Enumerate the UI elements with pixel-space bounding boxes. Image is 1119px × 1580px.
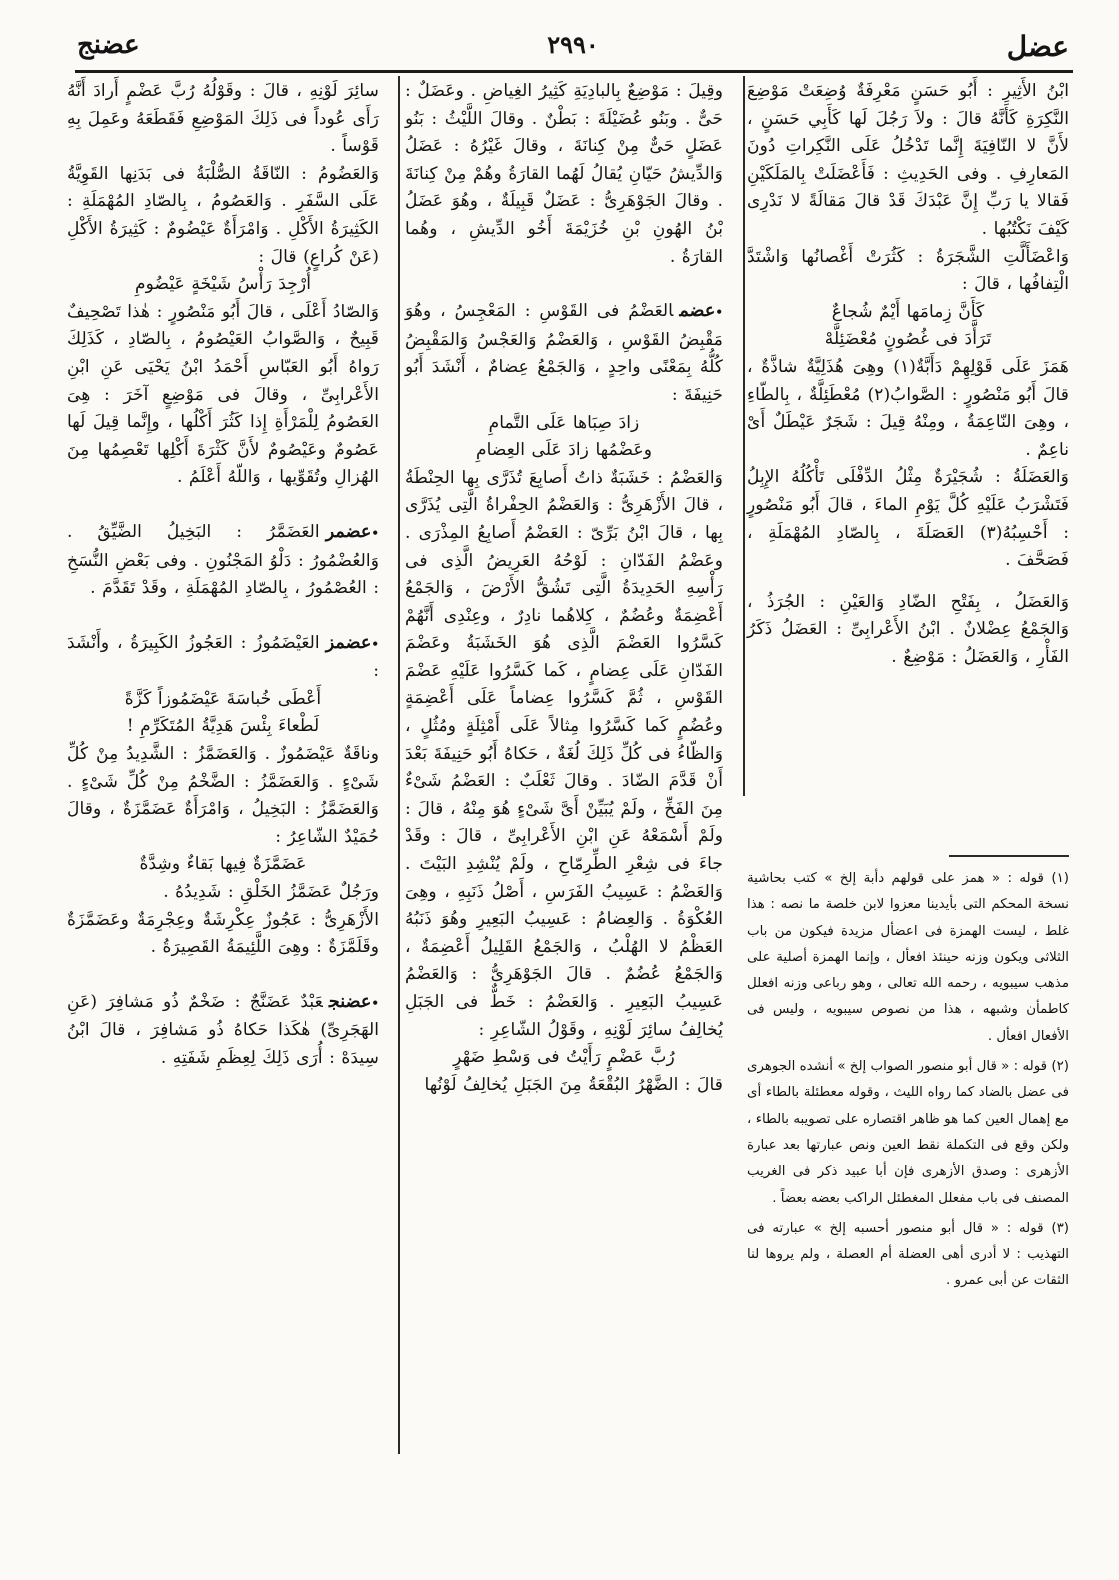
entry-heading-admz: • عضمز: [326, 632, 379, 653]
paragraph: وَالعَضْمُ : خَشَبَةٌ ذاتُ أَصابِعَ تُذَرَّى بِها الحِنْطَةُ ، قالَ الأَزْهَرِىُّ : وَالعَضْمُ الحِفْراةُ الَّتِى يُذَرَّى بِها ، قالَ ابْنُ بَرِّىّ : العَضْمُ أَصابِعُ المِذْرَى . وعَضْمُ الفَدّانِ : لَوْحُهُ العَرِيضُ الَّذِى فى رَأْسِهِ الحَدِيدَةُ الَّتِى تَشُقُّ الأَرْضَ ، وَالجَمْعُ أَعْضِمَةٌ وعُضُمٌ ، كِلاهُما نادِرٌ ، وعِنْدِى أَنَّهُمْ كَسَّرُوا العَضْمَ الَّذِى هُوَ الخَشَبَةُ وعَضْمَ الفَدّانِ عَلَى عِضامٍ ، كَما كَسَّرُوا عَلَيْهِ عَضْمَ القَوْسِ ، ثُمَّ كَسَّرُوا عِضاماً عَلَى أَعْضِمَةٍ وعُضُمٍ كَما كَسَّرُوا مِثالاً عَلَى أَمْثِلَةٍ ومُثُلٍ ، وَالظّاءُ فى كُلِّ ذَلِكَ لُغَةٌ ، حَكاهُ أَبُو حَنِيفَةَ بَعْدَ أَنْ قَدَّمَ الضّادَ . وقالَ ثَعْلَبٌ : العَضْمُ شَىْءٌ مِنَ الفَخِّ ، ولَمْ يُبَيِّنْ أَىَّ شَىْءٍ هُوَ مِنْهُ ، قالَ : ولَمْ أَسْمَعْهُ عَنِ ابْنِ الأَعْرابِىِّ ، قالَ : وقَدْ جاءَ فى شِعْرِ الطِّرِمّاحِ ، ولَمْ يُنْشِدِ البَيْتَ . وَالعَضْمُ : عَسِيبُ الفَرَسِ ، أَصْلُ ذَنَبِهِ ، وهِىَ العُكْوَةُ . وَالعِضامُ : عَسِيبُ البَعِيرِ وهُوَ ذَنَبُهُ العَظْمُ لا الهُلْبُ ، وَالجَمْعُ القَلِيلُ أَعْضِمَةٌ ، وَالجَمْعُ عُضُمٌ . قالَ الجَوْهَرِىُّ : وَالعَضْمُ عَسِيبُ البَعِيرِ . وَالعَضْمُ : خَطٌّ فى الجَبَلِ يُخالِفُ سائِرَ لَوْنِهِ ، وقَوْلُ الشّاعِرِ :: [405, 467, 723, 1040]
header-right-keyword: عضل: [1006, 30, 1069, 63]
entry-text: العَضْمُ فى القَوْسِ : المَعْجِسُ ، وهُوَ مَقْبِضُ القَوْسِ ، وَالعَضْمُ وَالعَجْسُ وَالمَقْبِضُ كُلُّهُ بِمَعْنًى واحِدٍ ، وَالجَمْعُ عِضامٌ ، أَنْشَدَ أَبُو حَنِيفَةَ :: [405, 301, 723, 405]
entry-paragraph: [67, 629, 379, 686]
header-left-keyword: عضنج: [77, 30, 140, 60]
paragraph: وقِيلَ : مَوْضِعٌ بِالبادِيَةِ كَثِيرُ الغِياضِ . وعَضَلٌ : حَىٌّ . وبَنُو عُضَيْلَةَ : بَطْنٌ . وقالَ اللَّيْثُ : بَنُو عَضَلٍ حَىٌّ مِنْ كِنانَةَ ، وقالَ غَيْرُهُ : عَضَلُ وَالدِّيشُ حَيّانِ يُقالُ لَهُما القارَةُ وهُمْ مِنْ كِنانَةَ . وقالَ الجَوْهَرِىُّ : عَضَلٌ قَبِيلَةٌ ، وهُوَ عَضَلُ بْنُ الهُونِ بْنِ خُزَيْمَةَ أَخُو الدِّيشِ ، وهُما القارَةُ .: [405, 81, 723, 267]
paragraph: وَالصّادُ أَعْلَى ، قالَ أَبُو مَنْصُورٍ : هٰذا تَصْحِيفٌ قَبِيحٌ ، وَالصَّوابُ العَيْصُومُ ، بِالصّادِ ، كَذَلِكَ رَواهُ أَبُو العَبّاسِ أَحْمَدُ ابْنُ يَحْيَى عَنِ ابْنِ الأَعْرابِىِّ ، وقالَ فى مَوْضِعٍ آخَرَ : هِىَ العَصُومُ لِلْمَرْأَةِ إِذا كَثُرَ أَكْلُها ، وإِنَّما قِيلَ لَها عَصُومٌ وعَيْصُومٌ لأَنَّ كَثْرَةَ أَكْلِها تَعْصِمُها مِنَ الهُزالِ وتُقَوِّيها ، وَاللّهُ أَعْلَمُ .: [67, 301, 379, 488]
paragraph: ابْنُ الأَثِيرِ : أَبُو حَسَنٍ مَعْرِفَةٌ وُضِعَتْ مَوْضِعَ النَّكِرَةِ كَأَنَّهُ قالَ : ولاَ رَجُلَ لَها كَأَبِي حَسَنٍ ، لأَنَّ لا النّافِيَةَ إِنَّما تَدْخُلُ عَلَى النَّكِراتِ دُونَ المَعارِفِ . وفى الحَدِيثِ : فَأَعْضَلَتْ بِالمَلَكَيْنِ فَقالا يا رَبِّ إِنَّ عَبْدَكَ قَدْ قالَ مَقالَةً لا نَدْرِى كَيْفَ نَكْتُبُها .: [747, 81, 1069, 239]
column-middle: [405, 78, 723, 1099]
column-left: [67, 78, 379, 1073]
verse-line: تَرَأَّدَ فى غُصُونٍ مُعْضَئِلَّهْ: [824, 329, 992, 350]
footnote: (٢) قوله : « قال أبو منصور الصواب إلخ » أنشده الجوهرى فى عضل بالضاد كما رواه الليث ، وقوله معطئلة بالطاء أى مع إهمال العين كما هو ظاهر اقتصاره على تصويبه بالطاء ، ولكن وقع فى التكملة نقط العين ونص عبارتها بعد عبارة الأزهرى : وصدق الأزهرى فإن أبا عبيد ذكر فى الغريب المصنف فى باب مفعلل المغطئل الراكب بعضه بعضاً .: [747, 1059, 1069, 1206]
column-divider-left: [398, 76, 400, 1454]
paragraph: وَالعَضَلَةُ : شُجَيْرَةٌ مِثْلُ الدِّفْلَى تَأْكُلُهُ الإِبِلُ فَتَشْرَبُ عَلَيْهِ كُلَّ يَوْمِ الماءَ ، قالَ أَبُو مَنْصُورٍ : أَحْسِبُهُ(٣) العَصَلَةَ ، بِالصّادِ المُهْمَلَةِ ، فَصَحَّفَ .: [747, 467, 1070, 571]
verse-line: أَعْطَى خُباسَةَ عَيْضَمُوزاً كَزَّةً: [124, 688, 322, 709]
entry-paragraph: [67, 988, 379, 1073]
entry-heading-admr: • عضمر: [326, 521, 379, 542]
verse-line: زادَ صِبَاها عَلَى التَّمامِ: [488, 412, 640, 433]
paragraph: قالَ : الضَّهْرُ البُقْعَةُ مِنَ الجَبَلِ يُخالِفُ لَوْنُها: [424, 1074, 723, 1095]
entry-heading-adm: • عضم: [679, 300, 723, 321]
paragraph: سائِرَ لَوْنِهِ ، قالَ : وقَوْلُهُ رُبَّ عَضْمٍ أَرادَ أَنَّهُ رَأَى عُوداً فى ذَلِكَ المَوْضِعِ فَقَطَعَهُ وعَمِلَ بِهِ قَوْساً .: [67, 81, 379, 157]
paragraph: الأَزْهَرِىُّ : عَجُوزٌ عِكْرِشَةٌ وعِجْرِمَةٌ وعَضَمَّزَةٌ وقَلَمَّزَةٌ : وهِىَ اللَّئِيمَةُ القَصِيرَةُ .: [67, 909, 379, 958]
entry-text: عَبْدٌ عَضَنَّجٌ : ضَخْمٌ ذُو مَشافِرَ (عَنِ الهَجَرِىِّ) هٰكَذا حَكاهُ ذُو مَشافِرَ ، قالَ ابْنُ سِيدَهْ : أُرَى ذَلِكَ لِعِظَمِ شَفَتِهِ .: [67, 991, 379, 1068]
paragraph: وَاعْضَأَلَّتِ الشَّجَرَةُ : كَثُرَتْ أَغْصانُها وَاشْتَدَّ الْتِفافُها ، قالَ :: [747, 246, 1069, 295]
verse-line: أُرْجِدَ رَأْسُ شَيْخَةٍ عَيْضُومِ: [135, 274, 311, 295]
paragraph: وَالعَضَلُ ، بِفَتْحِ الضّادِ وَالعَيْنِ : الجُرَذُ ، وَالجَمْعُ عِضْلانٌ . ابْنُ الأَعْرابِىِّ : العَضَلُ ذَكَرُ الفَأْرِ ، وَالعَضَلُ : مَوْضِعٌ .: [747, 591, 1069, 667]
header-rule: [75, 70, 1073, 73]
page-number: ٢٩٩٠: [547, 30, 599, 59]
column-divider-right: [743, 76, 745, 796]
footnote: (١) قوله : « همز على قولهم دأبة إلخ » كتب بحاشية نسخة المحكم التى بأيدينا معزوا لابن خلصة ما نصه : هذا غلط ، ليست الهمزة فى اعضأل مزيدة فيكون من باب الثلاثى ويكون وزنه حينئذ افعأل ، وإنما الهمزة أصلية على مذهب سيبويه ، رحمه الله تعالى ، وهو رباعى وزنه افعلل كاطمأن وشبهه ، هذا من نصوص سيبويه ، وليس فى الأفعال افعأل .: [747, 871, 1069, 1044]
verse-line: رُبَّ عَضْمٍ رَأَيْتُ فى وَسْطِ ضَهْرٍ: [453, 1047, 675, 1068]
entry-paragraph: [67, 518, 379, 603]
verse-line: عَضَمَّزَةٌ فِيها بَقاءٌ وشِدَّةٌ: [139, 854, 307, 875]
paragraph: وناقَةٌ عَيْضَمُوزٌ . وَالعَضَمَّزُ : الشَّدِيدُ مِنْ كُلِّ شَىْءٍ . وَالعَضَمَّزُ : الضَّخْمُ مِنْ كُلِّ شَىْءٍ . وَالعَضَمَّزُ : البَخِيلُ ، وَامْرَأَةٌ عَضَمَّزَةٌ ، وقالَ حُمَيْدٌ الشّاعِرُ :: [67, 744, 379, 847]
entry-text: العَضَمَّرُ : البَخِيلُ الضَّيِّقُ . وَالعُضْمُورُ : دَلْوُ المَجْنُونِ . وفى بَعْضِ النُّسَخِ : العُصْمُورُ ، بِالصّادِ المُهْمَلَةِ ، وقَدْ تَقَدَّمَ .: [67, 521, 379, 599]
entry-paragraph: [405, 297, 723, 409]
footnote: (٣) قوله : « قال أبو منصور أحسبه إلخ » عبارته فى التهذيب : لا أدرى أهى العضلة أم العصلة ، ولم يروها لنا الثقات عن أبى عمرو .: [747, 1220, 1069, 1289]
column-right: [747, 78, 1069, 671]
verse-line: لَطْعاءَ بِئْسَ هَدِيَّةُ المُتَكَرِّمِ !: [126, 716, 320, 737]
paragraph: وَالعَضُومُ : النّاقَةُ الصُّلْبَةُ فى بَدَنِها القَوِيَّةُ عَلَى السَّفَرِ . وَالعَصُومُ ، بِالصّادِ المُهْمَلَةِ : الكَثِيرَةُ الأَكْلِ . وَامْرَأَةٌ عَيْضُومٌ : كَثِيرَةُ الأَكْلِ (عَنْ كُراعٍ) قالَ :: [67, 163, 379, 267]
paragraph: ورَجُلٌ عَضَمَّزُ الخَلْقِ : شَدِيدُهُ .: [163, 882, 379, 903]
running-header: [75, 28, 1071, 72]
paragraph: هَمَزَ عَلَى قَوْلِهِمْ دَأَبَّةٌ(١) وهِىَ هُذَلِيَّةٌ شاذَّةٌ ، قالَ أَبُو مَنْصُورٍ : الصَّوابُ(٢) مُعْطَئِلَّةٌ ، بِالطّاءِ ، وهِىَ النّاعِمَةُ ، ومِنْهُ قِيلَ : شَجَرٌ عَيْطَلٌ أَىْ ناعِمٌ .: [747, 356, 1069, 460]
footnotes: [747, 866, 1069, 1299]
verse-line: كَأَنَّ زِمامَها أَيْمٌ شُجاعٌ: [831, 301, 985, 322]
verse-line: وعَضْمُها زادَ عَلَى العِضامِ: [475, 440, 653, 461]
footnote-rule: [949, 855, 1069, 857]
entry-heading-adnj: • عضنج: [329, 991, 379, 1012]
entry-text: العَيْضَمُوزُ : العَجُوزُ الكَبِيرَةُ ، وأَنْشَدَ :: [67, 632, 379, 682]
